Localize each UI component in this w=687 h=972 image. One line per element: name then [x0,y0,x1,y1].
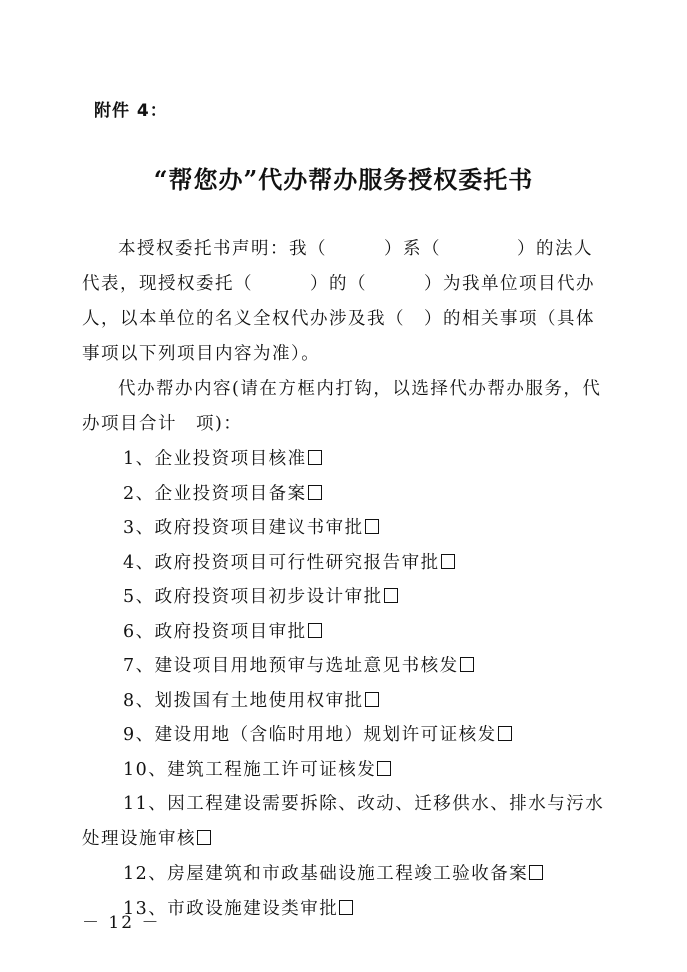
service-item-2 [82,477,610,512]
service-item-label: 6、政府投资项目审批 [123,621,307,642]
service-item-12 [82,857,610,892]
service-item-5 [82,580,610,615]
checkbox-icon[interactable] [460,657,474,672]
service-item-label: 8、划拨国有土地使用权审批 [123,690,364,711]
checkbox-icon[interactable] [365,692,379,707]
declaration-paragraph: 本授权委托书声明：我（ ）系（ ）的法人代表，现授权委托（ ）的（ ）为我单位项目代办人，以本单位的名义全权代办涉及我（ ）的相关事项（具体事项以下列项目内容为准）。 [82,239,595,364]
service-item-label: 3、政府投资项目建议书审批 [123,518,364,538]
checkbox-icon[interactable] [365,519,379,534]
service-item-label: 9、建设用地（含临时用地）规划许可证核发 [123,725,497,745]
service-item-7 [82,649,610,684]
checkbox-icon[interactable] [308,623,322,638]
service-item-9 [82,718,610,753]
service-content-paragraph: 代办帮办内容(请在方框内打钩，以选择代办帮办服务，代办项目合计 项)： [82,379,602,434]
service-item-4 [82,546,610,581]
service-item-label: 5、政府投资项目初步设计审批 [123,587,383,607]
checkbox-icon[interactable] [529,865,543,880]
service-item-label: 13、市政设施建设类审批 [123,898,339,919]
service-item-label: 10、建筑工程施工许可证核发 [123,759,377,780]
service-item-13 [82,892,610,927]
service-item-1 [82,442,610,477]
service-item-8 [82,684,610,719]
checkbox-icon[interactable] [197,830,211,845]
document-title: “帮您办”代办帮办服务授权委托书 [153,165,534,194]
checkbox-icon[interactable] [384,588,398,603]
service-item-label: 12、房屋建筑和市政基础设施工程竣工验收备案 [123,864,529,884]
checkbox-icon[interactable] [441,554,455,569]
service-item-label: 7、建设项目用地预审与选址意见书核发 [123,656,459,676]
service-item-label: 11、因工程建设需要拆除、改动、迁移供水、排水与污水处理设施审核 [82,794,605,849]
checkbox-icon[interactable] [498,726,512,741]
checkbox-icon[interactable] [308,450,322,465]
checkbox-icon[interactable] [339,900,353,915]
service-item-11 [82,787,610,857]
service-item-label: 4、政府投资项目可行性研究报告审批 [123,552,440,573]
page-number: － 12 － [82,913,161,933]
document-body [82,232,610,926]
service-item-6 [82,615,610,650]
service-item-3 [82,511,610,546]
service-item-10 [82,753,610,788]
service-item-label: 2、企业投资项目备案 [123,483,307,504]
checkbox-icon[interactable] [308,485,322,500]
checkbox-icon[interactable] [377,761,391,776]
attachment-label: 附件 4： [94,101,168,121]
service-item-label: 1、企业投资项目核准 [123,449,307,469]
